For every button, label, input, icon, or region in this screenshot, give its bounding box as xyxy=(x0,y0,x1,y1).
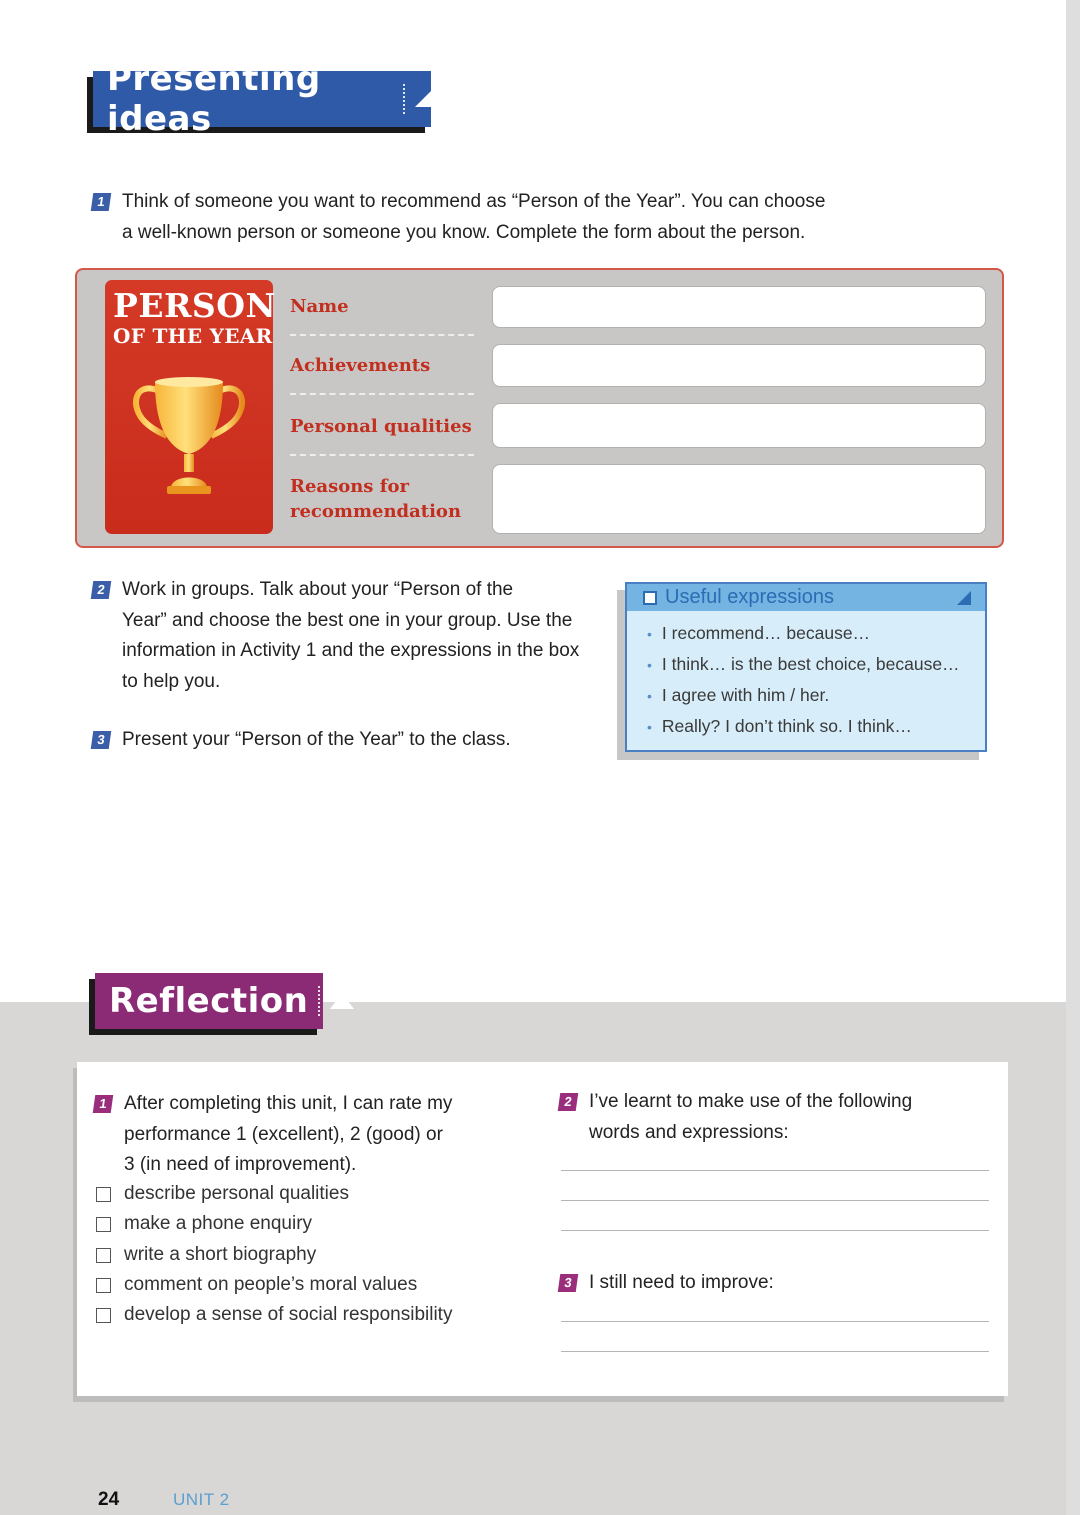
unit-label: UNIT 2 xyxy=(173,1490,230,1509)
reflection-item-2-line: words and expressions: xyxy=(589,1121,789,1143)
writing-line[interactable] xyxy=(561,1230,989,1231)
reflection-number-badge: 2 xyxy=(558,1093,579,1111)
list-item xyxy=(647,680,985,711)
reflection-number-badge: 1 xyxy=(93,1095,114,1113)
activity-1 xyxy=(92,187,892,248)
activity-number-badge: 1 xyxy=(91,193,112,211)
badge-title: PERSON xyxy=(113,286,277,325)
presenting-ideas-heading xyxy=(93,59,431,139)
reflection-heading xyxy=(95,973,323,1029)
writing-line[interactable] xyxy=(561,1321,989,1322)
form-label-achievements: Achievements xyxy=(290,355,431,376)
expression-text: I recommend… because… xyxy=(661,623,871,643)
checkbox-social-responsibility[interactable] xyxy=(96,1308,111,1323)
achievements-input-field[interactable] xyxy=(492,344,986,387)
form-divider xyxy=(290,393,474,395)
expression-text: I think… is the best choice, because… xyxy=(661,654,960,674)
list-item xyxy=(647,649,985,680)
activity-3 xyxy=(92,725,612,756)
activity-1-line-2: a well-known person or someone you know. Complete the form about the person. xyxy=(122,221,806,243)
list-item xyxy=(647,618,985,649)
reflection-item-2-line: I’ve learnt to make use of the following xyxy=(589,1091,913,1112)
reflection-item-2 xyxy=(559,1087,989,1148)
reasons-input-field[interactable] xyxy=(492,464,986,534)
reflection-number-badge: 3 xyxy=(558,1274,579,1292)
triangle-up-icon xyxy=(330,993,354,1009)
page-edge-shadow xyxy=(1066,0,1080,1515)
list-item xyxy=(647,711,985,742)
checkbox-label: make a phone enquiry xyxy=(124,1213,313,1234)
activity-3-text: Present your “Person of the Year” to the class. xyxy=(122,729,511,750)
activity-number-badge: 3 xyxy=(91,731,112,749)
reflection-title: Reflection xyxy=(109,981,309,1021)
checkbox-describe-qualities[interactable] xyxy=(96,1187,111,1202)
activity-2-line: Work in groups. Talk about your “Person of the xyxy=(122,579,514,600)
activity-2-line: information in Activity 1 and the expressions in the box xyxy=(122,640,580,661)
reflection-item-1-line: After completing this unit, I can rate my xyxy=(124,1093,453,1114)
checkbox-label: describe personal qualities xyxy=(124,1183,349,1204)
bullet-icon: • xyxy=(647,626,652,642)
expression-text: I agree with him / her. xyxy=(661,685,830,705)
page-number: 24 xyxy=(98,1489,120,1510)
checkbox-label: write a short biography xyxy=(124,1244,317,1265)
useful-expressions-header xyxy=(627,584,985,611)
useful-expressions-list xyxy=(627,611,985,742)
activity-number-badge: 2 xyxy=(91,581,112,599)
form-label-reasons-line-2: recommendation xyxy=(290,501,462,522)
form-label-reasons-line-1: Reasons for xyxy=(290,476,409,497)
form-divider xyxy=(290,454,474,456)
useful-expressions-title: Useful expressions xyxy=(665,586,834,608)
badge-subtitle: OF THE YEAR xyxy=(113,324,273,348)
reflection-item-1-line: performance 1 (excellent), 2 (good) or xyxy=(124,1123,443,1145)
checkbox-phone-enquiry[interactable] xyxy=(96,1217,111,1232)
writing-line[interactable] xyxy=(561,1200,989,1201)
personal-qualities-input-field[interactable] xyxy=(492,403,986,448)
checkbox-short-biography[interactable] xyxy=(96,1248,111,1263)
corner-triangle-icon xyxy=(415,91,431,107)
trophy-icon xyxy=(127,370,251,500)
activity-1-line-1: Think of someone you want to recommend as “Person of the Year”. You can choose xyxy=(122,191,826,212)
checkbox-label: develop a sense of social responsibility xyxy=(124,1304,453,1325)
useful-expressions-box xyxy=(625,582,987,752)
writing-line[interactable] xyxy=(561,1351,989,1352)
checkbox-moral-values[interactable] xyxy=(96,1278,111,1293)
person-of-the-year-badge xyxy=(105,280,277,534)
square-icon xyxy=(643,591,657,605)
bullet-icon: • xyxy=(647,688,652,704)
form-label-reasons xyxy=(290,474,461,524)
activity-2 xyxy=(92,575,612,697)
heading-dots xyxy=(403,84,405,114)
expression-text: Really? I don’t think so. I think… xyxy=(661,716,912,736)
form-label-personal-qualities: Personal qualities xyxy=(290,416,472,437)
corner-triangle-icon xyxy=(957,591,971,605)
writing-line[interactable] xyxy=(561,1170,989,1171)
reflection-item-1-line: 3 (in need of improvement). xyxy=(124,1154,357,1175)
name-input-field[interactable] xyxy=(492,286,986,328)
activity-2-line: Year” and choose the best one in your group. Use the xyxy=(122,609,573,631)
reflection-item-3-text: I still need to improve: xyxy=(589,1272,774,1293)
bullet-icon: • xyxy=(647,719,652,735)
form-divider xyxy=(290,334,474,336)
reflection-item-3 xyxy=(559,1268,989,1299)
activity-2-line: to help you. xyxy=(122,670,221,692)
form-label-name: Name xyxy=(290,296,349,317)
heading-dots xyxy=(318,986,320,1016)
presenting-ideas-title: Presenting ideas xyxy=(107,59,321,139)
bullet-icon: • xyxy=(647,657,652,673)
checkbox-label: comment on people’s moral values xyxy=(124,1274,418,1295)
reflection-item-1 xyxy=(94,1089,514,1181)
